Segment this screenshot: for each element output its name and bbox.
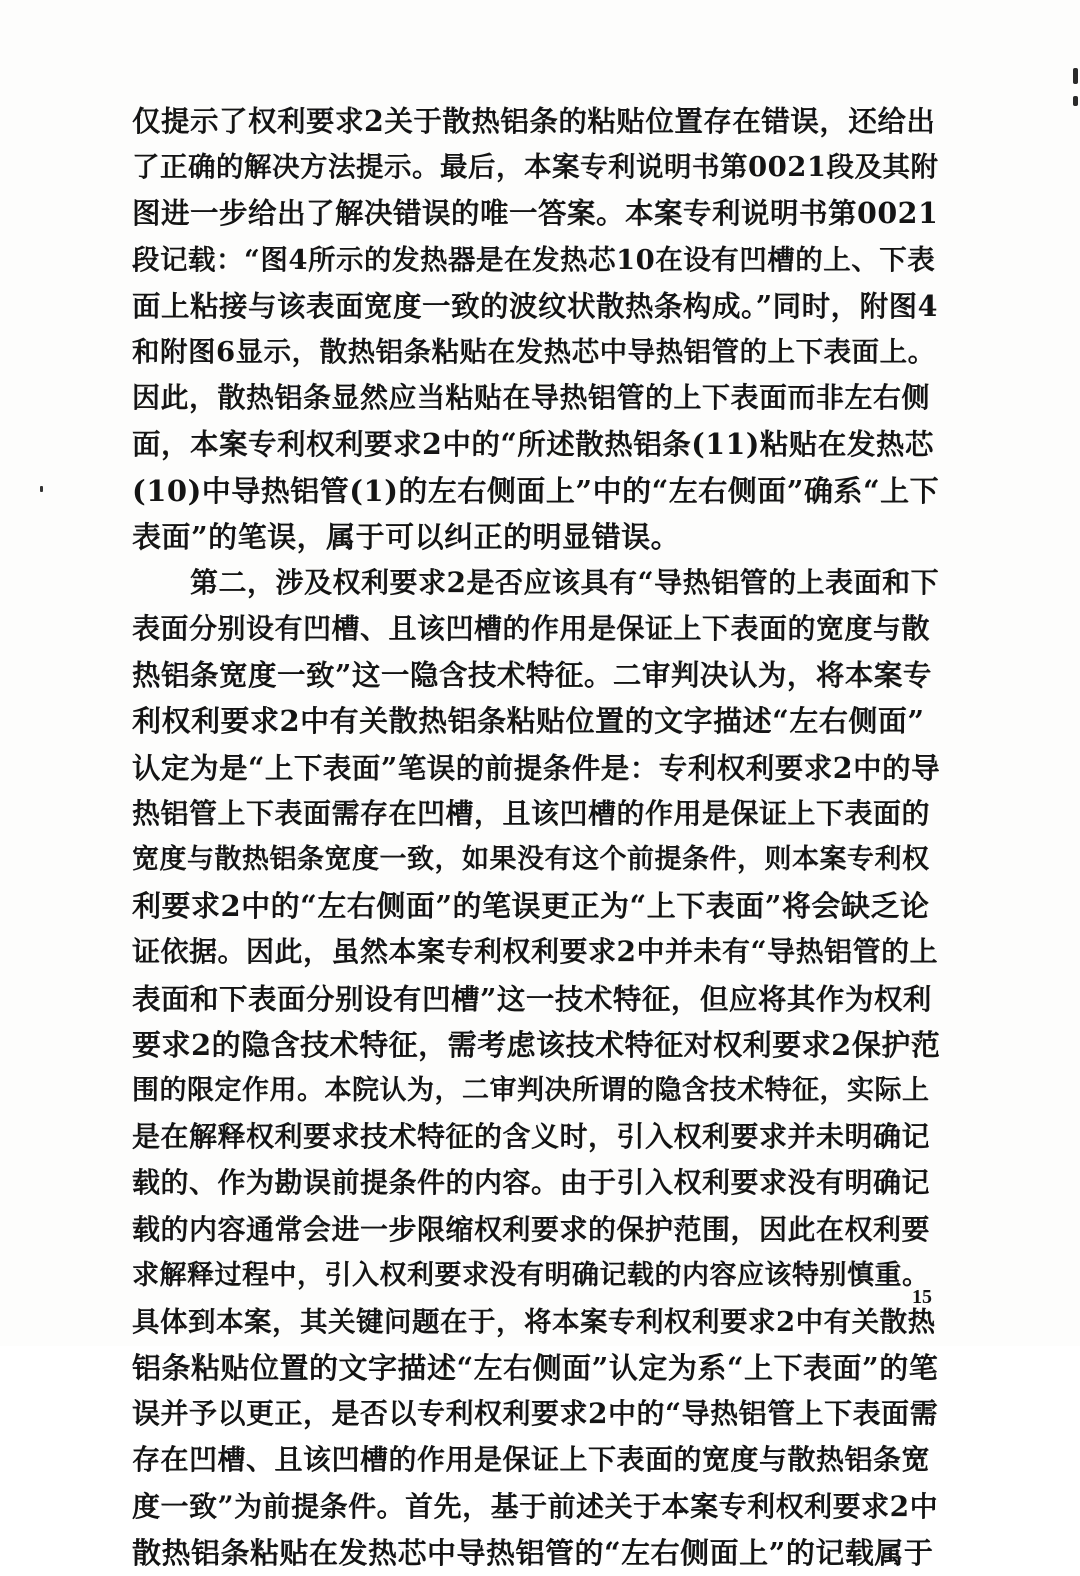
text-line: 是在解释权利要求技术特征的含义时，引入权利要求并未明确记 (132, 1120, 931, 1154)
text-line: 利要求2中的“左右侧面”的笔误更正为“上下表面”将会缺乏论 (132, 889, 930, 924)
text-line: 面上粘接与该表面宽度一致的波纹状散热条构成。”同时，附图4 (132, 288, 938, 323)
body-text (132, 98, 940, 1576)
text-line: 热铝管上下表面需存在凹槽，且该凹槽的作用是保证上下表面的 (132, 796, 931, 830)
text-line: 存在凹槽、且该凹槽的作用是保证上下表面的宽度与散热铝条宽 (132, 1443, 931, 1477)
paragraph-start-line: 第二，涉及权利要求2是否应该具有“导热铝管的上表面和下 (190, 565, 940, 599)
text-line: 表面分别设有凹槽、且该凹槽的作用是保证上下表面的宽度与散 (132, 612, 931, 646)
scan-edge-mark (1073, 68, 1078, 84)
text-line: 证依据。因此，虽然本案专利权利要求2中并未有“导热铝管的上 (132, 935, 939, 969)
text-line: 表面”的笔误，属于可以纠正的明显错误。 (132, 519, 681, 554)
text-line: 铝条粘贴位置的文字描述“左右侧面”认定为系“上下表面”的笔 (132, 1351, 939, 1386)
text-line: 表面和下表面分别设有凹槽”这一技术特征，但应将其作为权利 (132, 981, 932, 1016)
text-line: 宽度与散热铝条宽度一致，如果没有这个前提条件，则本案专利权 (132, 844, 930, 875)
text-line: (10)中导热铝管(1)的左右侧面上”中的“左右侧面”确系“上下 (132, 473, 940, 508)
text-line: 围的限定作用。本院认为，二审判决所谓的隐含技术特征，实际上 (132, 1074, 930, 1106)
text-line: 载的内容通常会进一步限缩权利要求的保护范围，因此在权利要 (132, 1212, 931, 1246)
text-line: 图进一步给出了解决错误的唯一答案。本案专利说明书第0021 (132, 196, 939, 231)
text-line: 要求2的隐含技术特征，需考虑该技术特征对权利要求2保护范 (132, 1027, 941, 1062)
text-line: 面，本案专利权利要求2中的“所述散热铝条(11)粘贴在发热芯 (132, 427, 934, 462)
text-line: 具体到本案，其关键问题在于，将本案专利权利要求2中有关散热 (132, 1305, 936, 1338)
text-line: 仅提示了权利要求2关于散热铝条的粘贴位置存在错误，还给出 (132, 104, 936, 138)
text-line: 段记载：“图4所示的发热器是在发热芯10在设有凹槽的上、下表 (132, 243, 936, 276)
text-line: 了正确的解决方法提示。最后，本案专利说明书第0021段及其附 (132, 151, 939, 184)
text-line: 求解释过程中，引入权利要求没有明确记载的内容应该特别慎重。 (132, 1259, 930, 1291)
text-line: 认定为是“上下表面”笔误的前提条件是：专利权利要求2中的导 (132, 750, 941, 785)
text-line: 散热铝条粘贴在发热芯中导热铝管的“左右侧面上”的记载属于 (132, 1535, 934, 1570)
text-line: 和附图6显示，散热铝条粘贴在发热芯中导热铝管的上下表面上。 (132, 335, 936, 368)
scan-speck (40, 486, 43, 492)
text-line: 度一致”为前提条件。首先，基于前述关于本案专利权利要求2中 (132, 1489, 939, 1523)
page-number: 15 (912, 1286, 932, 1308)
text-line: 载的、作为勘误前提条件的内容。由于引入权利要求没有明确记 (132, 1166, 931, 1200)
scan-edge-mark (1073, 96, 1078, 106)
text-line: 热铝条宽度一致”这一隐含技术特征。二审判决认为，将本案专 (132, 658, 932, 693)
text-line: 因此，散热铝条显然应当粘贴在导热铝管的上下表面而非左右侧 (132, 381, 931, 415)
text-line: 利权利要求2中有关散热铝条粘贴位置的文字描述“左右侧面” (132, 704, 925, 739)
text-line: 误并予以更正，是否以专利权利要求2中的“导热铝管上下表面需 (132, 1397, 939, 1431)
